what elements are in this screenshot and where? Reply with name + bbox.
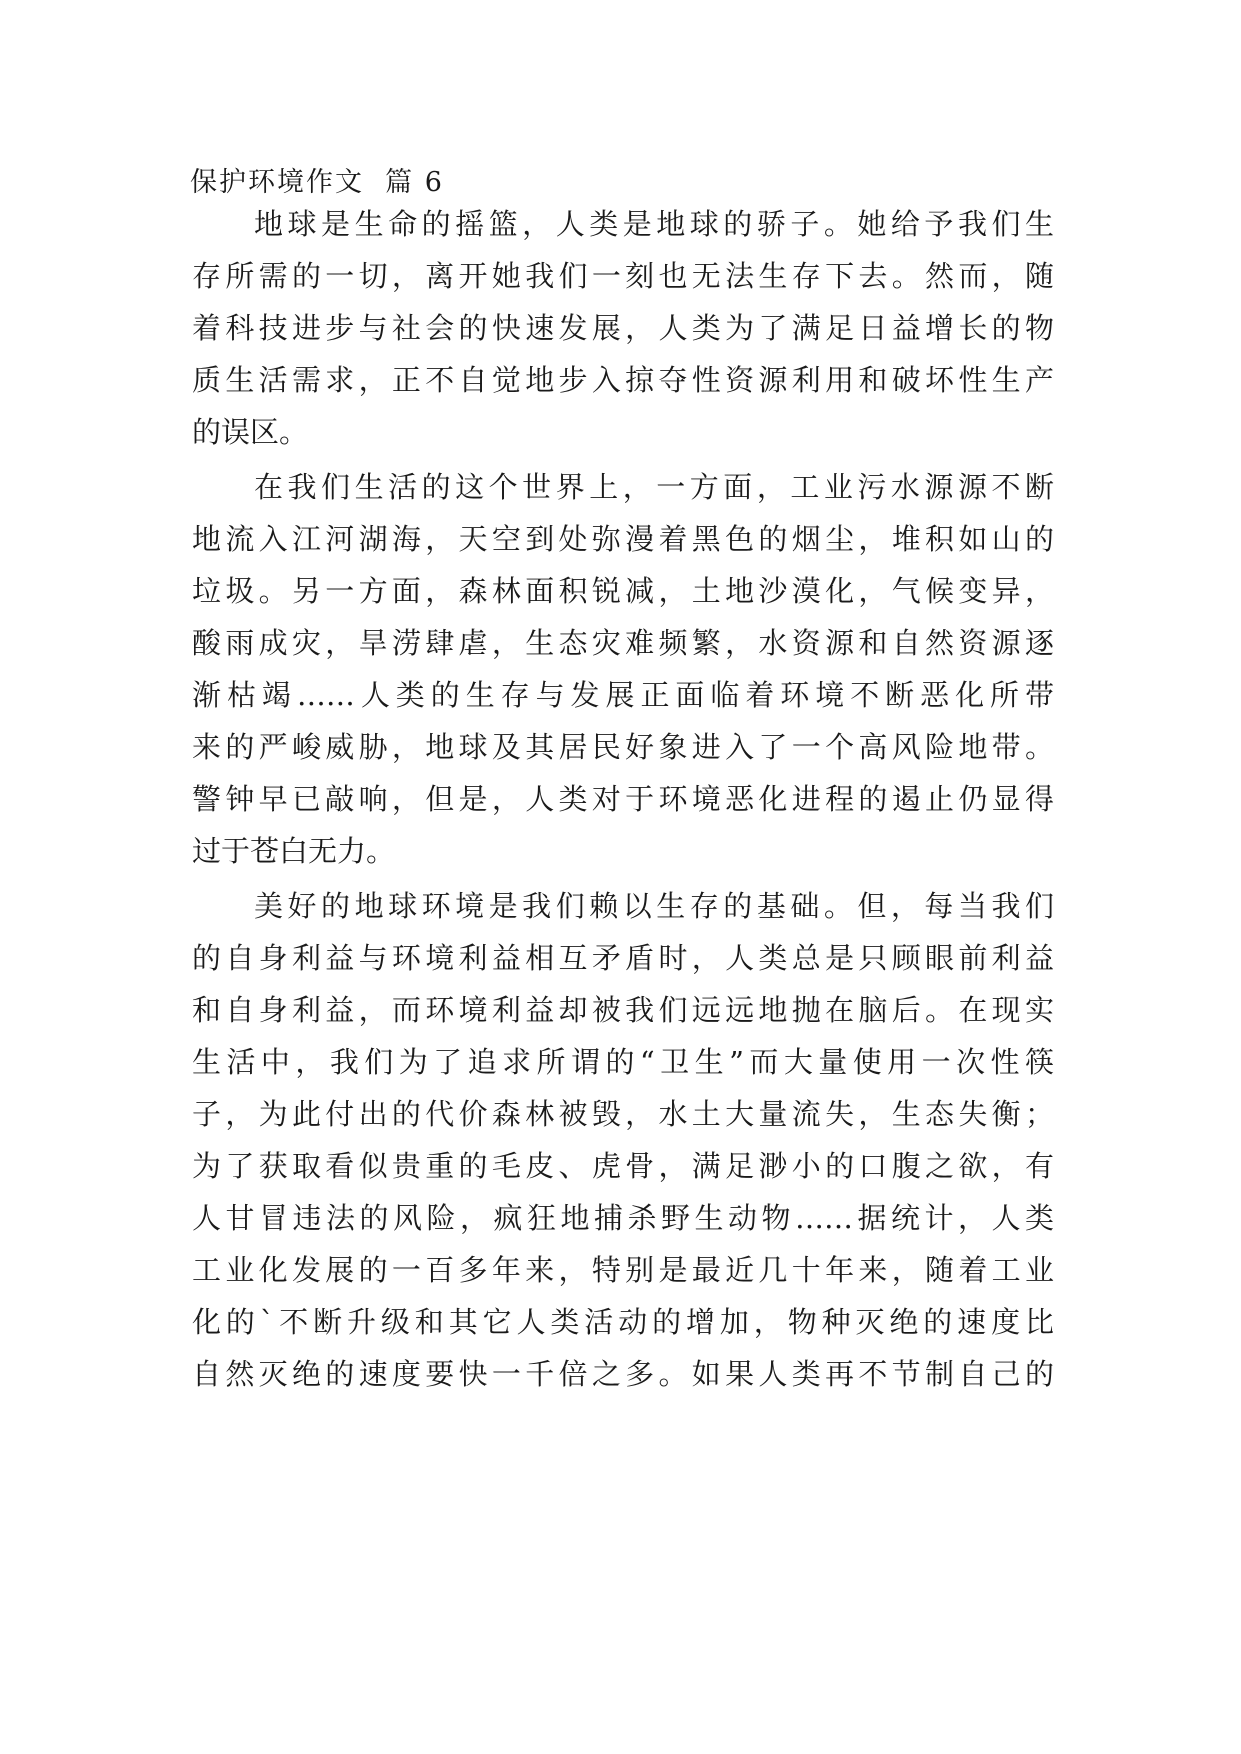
- text-line: 酸雨成灾，旱涝肆虐，生态灾难频繁，水资源和自然资源逐: [192, 626, 1054, 660]
- text-line: 垃圾。另一方面，森林面积锐减，土地沙漠化，气候变异，: [192, 574, 1054, 608]
- essay-title: 保护环境作文 篇 6: [190, 167, 444, 198]
- text-line: 美好的地球环境是我们赖以生存的基础。但，每当我们: [254, 889, 1054, 923]
- text-line: 渐枯竭……人类的生存与发展正面临着环境不断恶化所带: [192, 678, 1054, 712]
- text-line: 为了获取看似贵重的毛皮、虎骨，满足渺小的口腹之欲，有: [192, 1149, 1054, 1183]
- text-line: 和自身利益，而环境利益却被我们远远地抛在脑后。在现实: [192, 993, 1054, 1027]
- text-line: 警钟早已敲响，但是，人类对于环境恶化进程的遏止仍显得: [192, 782, 1054, 816]
- text-line: 生活中，我们为了追求所谓的“卫生”而大量使用一次性筷: [192, 1045, 1054, 1079]
- text-line: 人甘冒违法的风险，疯狂地捕杀野生动物……据统计，人类: [192, 1201, 1054, 1235]
- text-line: 存所需的一切，离开她我们一刻也无法生存下去。然而，随: [192, 259, 1054, 293]
- text-line: 自然灭绝的速度要快一千倍之多。如果人类再不节制自己的: [192, 1357, 1054, 1391]
- text-line: 化的`不断升级和其它人类活动的增加，物种灭绝的速度比: [192, 1305, 1054, 1339]
- text-line: 在我们生活的这个世界上，一方面，工业污水源源不断: [254, 470, 1054, 504]
- text-line: 质生活需求，正不自觉地步入掠夺性资源利用和破坏性生产: [192, 363, 1054, 397]
- text-line: 着科技进步与社会的快速发展，人类为了满足日益增长的物: [192, 311, 1054, 345]
- text-line: 的自身利益与环境利益相互矛盾时，人类总是只顾眼前利益: [192, 941, 1054, 975]
- text-line: 子，为此付出的代价森林被毁，水土大量流失，生态失衡；: [192, 1097, 1054, 1131]
- text-line: 地球是生命的摇篮，人类是地球的骄子。她给予我们生: [254, 207, 1054, 241]
- text-line: 过于苍白无力。: [192, 834, 396, 868]
- text-line: 的误区。: [192, 415, 309, 449]
- text-line: 工业化发展的一百多年来，特别是最近几十年来，随着工业: [192, 1253, 1054, 1287]
- text-line: 地流入江河湖海，天空到处弥漫着黑色的烟尘，堆积如山的: [192, 522, 1054, 556]
- text-line: 来的严峻威胁，地球及其居民好象进入了一个高风险地带。: [192, 730, 1054, 764]
